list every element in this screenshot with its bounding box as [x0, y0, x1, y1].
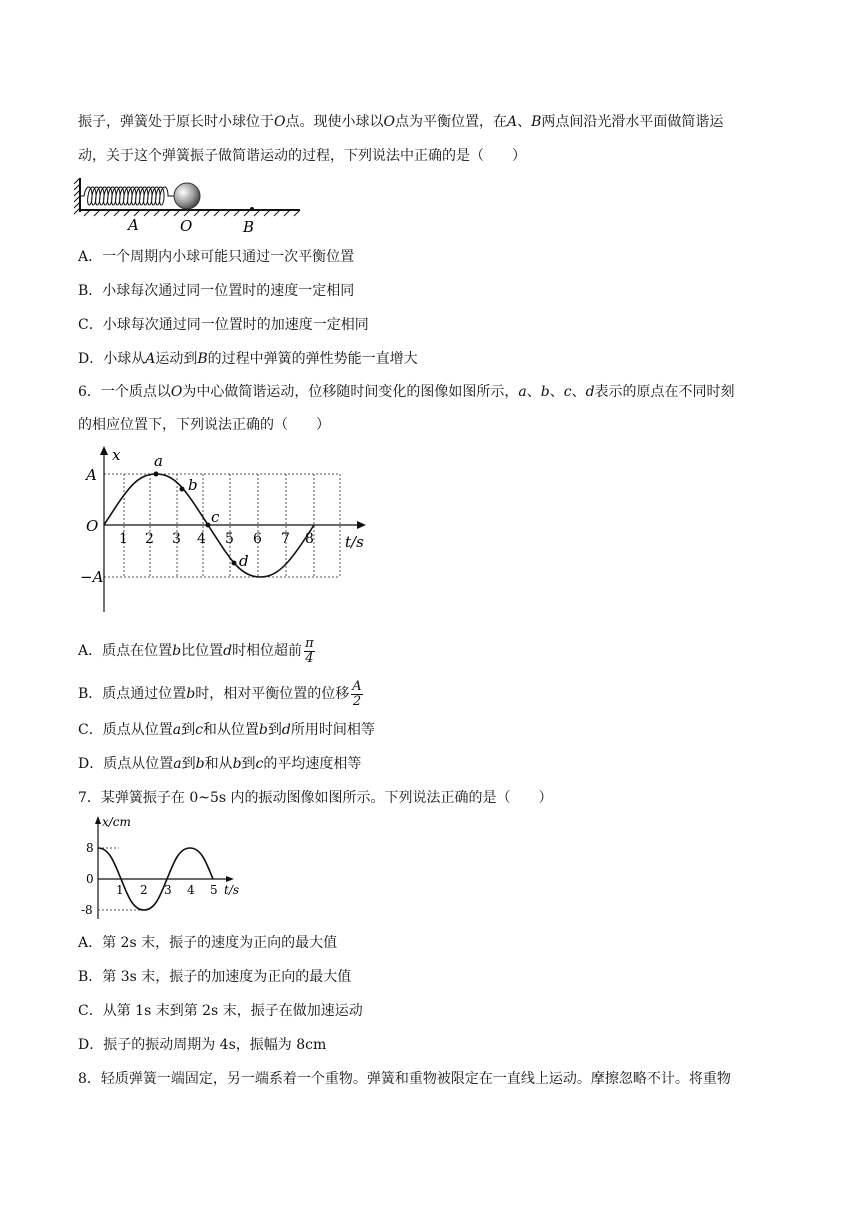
tick-7: 7 [281, 531, 290, 547]
tick-1: 1 [119, 531, 128, 547]
label-a: A [128, 216, 139, 234]
point-c [206, 523, 211, 528]
tick-2: 2 [145, 531, 154, 547]
point-b-dot [250, 207, 254, 211]
q7-stem: 7．某弹簧振子在 0~5s 内的振动图像如图所示。下列说法正确的是（ ） [78, 790, 553, 806]
q7-option-c: C．从第 1s 末到第 2s 末，振子在做加速运动 [78, 1003, 363, 1019]
spring-coil [80, 187, 174, 205]
x-tick-1: 1 [116, 883, 124, 897]
tick-8: 8 [305, 531, 314, 547]
q5-option-b: B．小球每次通过同一位置时的速度一定相同 [78, 283, 355, 299]
q6-displacement-graph [78, 446, 378, 618]
spring-oscillator-figure [74, 174, 306, 236]
q6-option-c: C．质点从位置a到c和从位置b到d所用时间相等 [78, 722, 375, 738]
label-point-b: b [188, 476, 198, 494]
q5-option-c: C．小球每次通过同一位置时的加速度一定相同 [78, 317, 369, 333]
q5-option-a: A．一个周期内小球可能只通过一次平衡位置 [78, 249, 355, 265]
y-tick-8: 8 [86, 841, 94, 855]
label-point-c: c [211, 508, 220, 526]
q5-stem-line2: 动，关于这个弹簧振子做简谐运动的过程，下列说法中正确的是（ ） [78, 148, 526, 164]
q6-stem-line1: 6．一个质点以O为中心做简谐运动，位移随时间变化的图像如图所示，a、b、c、d表示的原点在不同时刻 [78, 384, 735, 400]
ball [174, 183, 200, 209]
q6-option-b: B．质点通过位置b时，相对平衡位置的位移 $\frac{A}{2}$ [78, 678, 362, 709]
q7-option-a: A．第 2s 末，振子的速度为正向的最大值 [78, 935, 338, 951]
x-tick-4: 4 [187, 883, 195, 897]
x-axis-label: t/s [224, 883, 240, 897]
tick-5: 5 [225, 531, 234, 547]
label-o: O [180, 217, 193, 235]
fraction-a-over-2: $\frac{A}{2}$ [352, 678, 362, 709]
y-axis-label: x/cm [102, 815, 131, 829]
tick-6: 6 [253, 531, 262, 547]
a-pos-label: A [86, 466, 97, 484]
origin-label: O [86, 517, 99, 535]
q7-option-d: D．振子的振动周期为 4s，振幅为 8cm [78, 1037, 327, 1053]
q7-option-b: B．第 3s 末，振子的加速度为正向的最大值 [78, 969, 352, 985]
q8-stem: 8．轻质弹簧一端固定，另一端系着一个重物。弹簧和重物被限定在一直线上运动。摩擦忽略不计。将重物 [78, 1071, 731, 1087]
point-b [180, 487, 185, 492]
q6-option-a: A．质点在位置b比位置d时相位超前 $\frac{\pi}{4}$ [78, 635, 314, 666]
q6-option-d: D．质点从位置a到b和从b到c的平均速度相等 [78, 756, 362, 772]
label-point-a: a [154, 452, 163, 470]
point-d [232, 561, 237, 566]
x-tick-5: 5 [210, 883, 218, 897]
q5-stem-line1: 振子，弹簧处于原长时小球位于O点。现使小球以O点为平衡位置，在A、B两点间沿光滑水平面做简谐运 [78, 114, 724, 130]
q6-stem-line2: 的相应位置下，下列说法正确的（ ） [78, 417, 330, 433]
a-neg-label: −A [80, 568, 104, 586]
tick-3: 3 [172, 531, 181, 547]
fraction-pi-over-4: $\frac{\pi}{4}$ [305, 635, 314, 666]
label-b: B [243, 218, 255, 236]
q5-option-d: D．小球从A运动到B的过程中弹簧的弹性势能一直增大 [78, 351, 418, 367]
x-axis-label: t/s [345, 533, 364, 551]
point-a [154, 472, 159, 477]
label-point-d: d [239, 552, 249, 570]
tick-4: 4 [197, 531, 206, 547]
x-tick-3: 3 [164, 883, 172, 897]
q7-vibration-graph [78, 815, 258, 925]
y-tick-0: 0 [86, 872, 94, 886]
y-tick-neg8: -8 [81, 903, 93, 917]
y-axis-label: x [112, 446, 121, 464]
x-tick-2: 2 [140, 883, 148, 897]
